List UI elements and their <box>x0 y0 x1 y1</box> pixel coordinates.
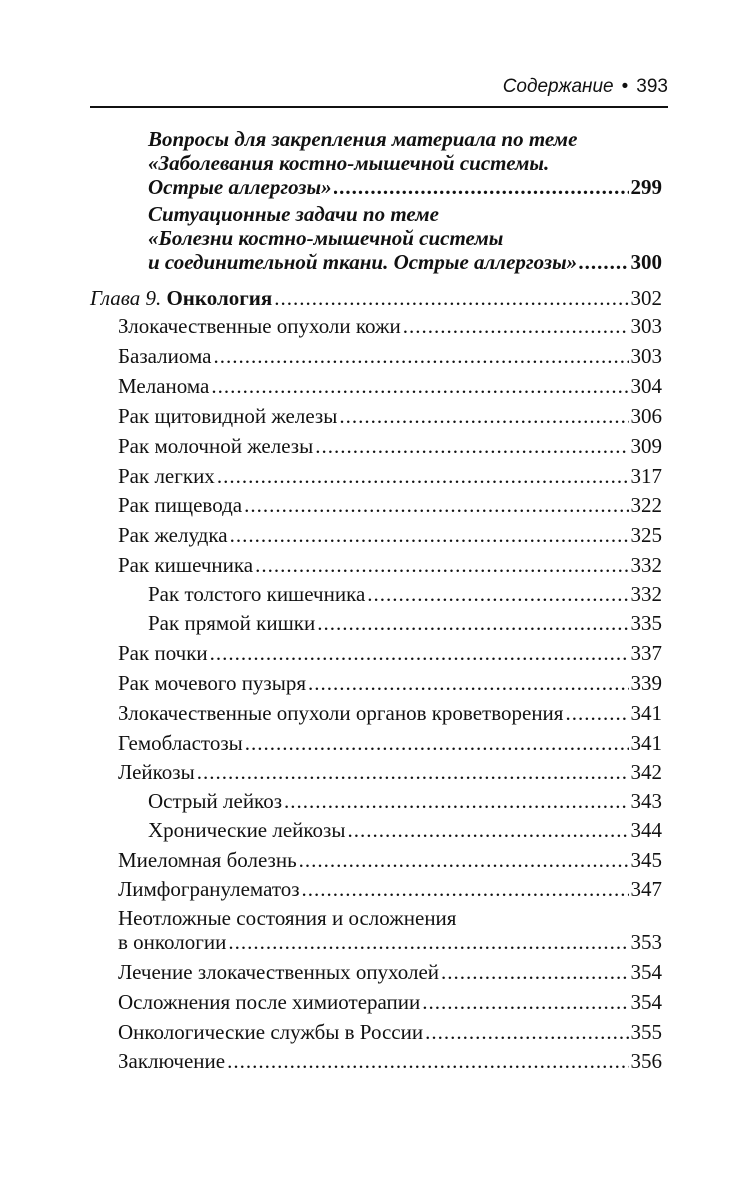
toc-chapter[interactable] <box>90 286 662 310</box>
toc-entry[interactable] <box>118 1049 662 1073</box>
header-rule <box>90 106 668 108</box>
toc-page-number: 303 <box>630 314 662 338</box>
dot-leader <box>244 493 628 517</box>
toc-page-number: 354 <box>630 990 662 1014</box>
toc-page-number: 344 <box>630 818 662 842</box>
toc-entry[interactable] <box>118 671 662 695</box>
toc-page-number: 299 <box>630 175 662 199</box>
toc-page-number: 335 <box>630 611 662 635</box>
dot-leader <box>227 1049 628 1073</box>
toc-entry-title: Гемобластозы <box>118 731 243 755</box>
toc-entry-title: Базалиома <box>118 344 212 368</box>
toc-entry[interactable] <box>118 464 662 488</box>
dot-leader <box>255 553 628 577</box>
toc-entry-line: в онкологии <box>118 930 227 954</box>
dot-leader <box>579 250 628 274</box>
toc-entry-title: Меланома <box>118 374 210 398</box>
toc-page-number: 302 <box>630 286 662 310</box>
toc-page-number: 332 <box>630 582 662 606</box>
dot-leader <box>284 789 629 813</box>
chapter-name: Онкология <box>166 286 273 310</box>
toc-entry-title: Заключение <box>118 1049 226 1073</box>
toc-entry-line: Вопросы для закрепления материала по теме <box>148 127 578 151</box>
dot-leader <box>228 930 628 954</box>
toc-entry-title: Рак кишечника <box>118 553 254 577</box>
toc-page-number: 345 <box>630 848 662 872</box>
dot-leader <box>211 374 628 398</box>
dot-leader <box>210 641 629 665</box>
toc-entry[interactable] <box>118 877 662 901</box>
dot-leader <box>302 877 629 901</box>
dot-leader <box>299 848 629 872</box>
toc-entry-title: Онкологические службы в России <box>118 1020 424 1044</box>
toc-page-number: 343 <box>630 789 662 813</box>
dot-leader <box>565 701 628 725</box>
dot-leader <box>315 434 628 458</box>
toc-entry[interactable] <box>118 641 662 665</box>
toc-page-number: 342 <box>630 760 662 784</box>
header-bullet: • <box>621 76 629 97</box>
toc-subentry[interactable] <box>148 611 662 635</box>
toc-page-number: 347 <box>630 877 662 901</box>
toc-entry-title: Лейкозы <box>118 760 195 784</box>
toc-entry-title: Рак почки <box>118 641 208 665</box>
toc-entry[interactable] <box>118 553 662 577</box>
toc-entry[interactable] <box>118 434 662 458</box>
toc-entry-title: Злокачественные опухоли органов кроветворения <box>118 701 564 725</box>
dot-leader <box>425 1020 628 1044</box>
toc-entry-title: Рак молочной железы <box>118 434 314 458</box>
toc-entry-title: Рак толстого кишечника <box>148 582 366 606</box>
dot-leader <box>339 404 628 428</box>
toc-entry-title: Рак желудка <box>118 523 228 547</box>
toc-entry[interactable] <box>118 523 662 547</box>
dot-leader <box>422 990 628 1014</box>
dot-leader <box>334 175 629 199</box>
toc-entry-line: Острые аллергозы» <box>148 175 332 199</box>
toc-entry-title: Острый лейкоз <box>148 789 282 813</box>
toc-subentry[interactable] <box>148 818 662 842</box>
dot-leader <box>245 731 629 755</box>
dot-leader <box>441 960 628 984</box>
dot-leader <box>308 671 629 695</box>
toc-page-number: 356 <box>630 1049 662 1073</box>
toc-page-number: 317 <box>630 464 662 488</box>
toc-entry[interactable] <box>118 493 662 517</box>
toc-entry-title: Рак прямой кишки <box>148 611 316 635</box>
toc-page-number: 341 <box>630 731 662 755</box>
toc-entry[interactable] <box>118 960 662 984</box>
toc-entry-title: Рак мочевого пузыря <box>118 671 306 695</box>
toc-entry-line: «Заболевания костно-мышечной системы. <box>148 151 550 175</box>
toc-entry[interactable] <box>118 731 662 755</box>
toc-entry[interactable] <box>118 701 662 725</box>
toc-entry-title: Лечение злокачественных опухолей <box>118 960 440 984</box>
toc-entry[interactable] <box>118 314 662 338</box>
toc-entry-title: Злокачественные опухоли кожи <box>118 314 401 338</box>
toc-entry-line: и соединительной ткани. Острые аллергозы» <box>148 250 578 274</box>
toc-entry-questions[interactable] <box>148 127 662 199</box>
header-section-title: Содержание <box>502 76 614 97</box>
toc-entry[interactable] <box>118 1020 662 1044</box>
chapter-label: Глава 9. <box>90 286 162 310</box>
toc-page-number: 325 <box>630 523 662 547</box>
toc-page-number: 303 <box>630 344 662 368</box>
toc-entry-line: Ситуационные задачи по теме <box>148 202 439 226</box>
toc-entry[interactable] <box>118 404 662 428</box>
dot-leader <box>347 818 628 842</box>
dot-leader <box>403 314 629 338</box>
dot-leader <box>317 611 628 635</box>
toc-entry-title: Лимфогранулематоз <box>118 877 300 901</box>
toc-entry-title: Рак легких <box>118 464 215 488</box>
toc-page-number: 322 <box>630 493 662 517</box>
toc-entry-tasks[interactable] <box>148 202 662 274</box>
dot-leader <box>197 760 629 784</box>
toc-entry-title: Хронические лейкозы <box>148 818 346 842</box>
toc-entry[interactable] <box>118 848 662 872</box>
toc-entry-title: Осложнения после химиотерапии <box>118 990 421 1014</box>
toc-entry-title: Рак пищевода <box>118 493 243 517</box>
toc-entry-title: Миеломная болезнь <box>118 848 297 872</box>
toc-page-number: 304 <box>630 374 662 398</box>
toc-page-number: 339 <box>630 671 662 695</box>
toc-entry[interactable] <box>118 990 662 1014</box>
toc-entry-line: Неотложные состояния и осложнения <box>118 906 457 930</box>
toc-page-number: 354 <box>630 960 662 984</box>
toc-subentry[interactable] <box>148 789 662 813</box>
toc-entry[interactable] <box>118 760 662 784</box>
dot-leader <box>213 344 628 368</box>
toc-entry[interactable] <box>118 344 662 368</box>
toc-page-number: 341 <box>630 701 662 725</box>
toc-entry-line: «Болезни костно-мышечной системы <box>148 226 504 250</box>
toc-page-number: 355 <box>630 1020 662 1044</box>
toc-page-number: 309 <box>630 434 662 458</box>
header-page-number: 393 <box>636 76 668 97</box>
toc-entry-urgent[interactable] <box>118 906 662 954</box>
dot-leader <box>230 523 629 547</box>
toc-page-number: 300 <box>630 250 662 274</box>
toc-entry-title: Рак щитовидной железы <box>118 404 338 428</box>
toc-page-number: 337 <box>630 641 662 665</box>
dot-leader <box>367 582 628 606</box>
dot-leader <box>217 464 629 488</box>
toc-entry[interactable] <box>118 374 662 398</box>
dot-leader <box>274 286 628 310</box>
toc-page-number: 306 <box>630 404 662 428</box>
toc-page-number: 353 <box>630 930 662 954</box>
toc-subentry[interactable] <box>148 582 662 606</box>
toc-page-number: 332 <box>630 553 662 577</box>
running-header <box>90 76 668 106</box>
